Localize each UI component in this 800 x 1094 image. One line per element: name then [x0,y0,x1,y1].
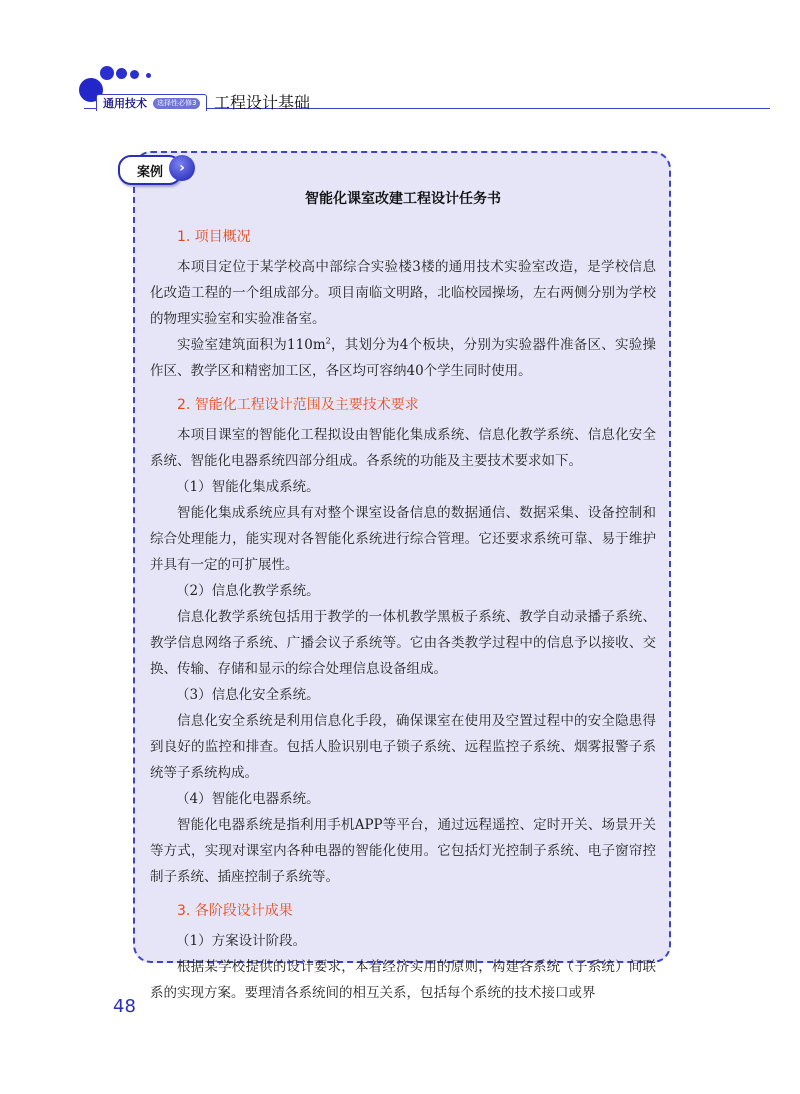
item-label: （1）智能化集成系统。 [176,479,320,495]
superscript: 2 [325,336,331,346]
decor-dot [100,66,114,80]
paragraph: 信息化安全系统是利用信息化手段，确保课室在使用及空置过程中的安全隐患得到良好的监控和排查。包括人脸识别电子锁子系统、远程监控子系统、烟雾报警子系统等子系统构成。 [150,713,656,781]
paragraph: 根据某学校提供的设计要求，本着经济实用的原则，构建各系统（子系统）间联系的实现方案。要理清各系统间的相互关系，包括每个系统的技术接口或界 [150,959,656,1001]
brand-label: 通用技术 [103,97,147,110]
item-label: （3）信息化安全系统。 [176,687,320,703]
document-title: 智能化课室改建工程设计任务书 [305,191,501,207]
decor-dot [116,68,127,79]
page-header [0,0,800,130]
item-label: （4）智能化电器系统。 [176,791,320,807]
paragraph: 智能化电器系统是指利用手机APP等平台，通过远程遥控、定时开关、场景开关等方式，实现对课室内各种电器的智能化使用。它包括灯光控制子系统、电子窗帘控制子系统、插座控制子系统等。 [150,817,656,885]
chevron-right-icon: › [169,155,195,181]
paragraph: 智能化集成系统应具有对整个课室设备信息的数据通信、数据采集、设备控制和综合处理能力，能实现对各智能化系统进行综合管理。它还要求系统可靠、易于维护并具有一定的可扩展性。 [150,505,656,573]
header-tab [96,94,207,111]
area-text-continued: ，其划分为4个板块，分别为实验器件准备区、实验操作区、教学区和精密加工区，各区均可容纳40个学生同时使用。 [150,337,656,379]
decor-dot [146,73,151,78]
case-content [150,184,656,1006]
section-heading: 1. 项目概况 [177,229,251,245]
paragraph: 信息化教学系统包括用于教学的一体机教学黑板子系统、教学自动录播子系统、教学信息网络子系统、广播会议子系统等。它由各类教学过程中的信息予以接收、交换、传输、存储和显示的综合处理信息设备组成。 [150,609,656,677]
subject-mark: 选择性必修3 [153,98,200,109]
paragraph: 本项目定位于某学校高中部综合实验楼3楼的通用技术实验室改造，是学校信息化改造工程的一个组成部分。项目南临文明路，北临校园操场，左右两侧分别为学校的物理实验室和实验准备室。 [150,259,656,327]
decor-dot [130,70,139,79]
book-title: 工程设计基础 [214,93,311,112]
paragraph [150,332,656,384]
item-label: （2）信息化教学系统。 [176,583,320,599]
case-tag: 案例 [118,155,182,185]
section-heading: 2. 智能化工程设计范围及主要技术要求 [177,397,419,413]
area-text: 实验室建筑面积为110m [177,337,326,353]
item-label: （1）方案设计阶段。 [176,933,307,949]
page-number: 48 [113,996,136,1017]
section-heading: 3. 各阶段设计成果 [177,903,293,919]
paragraph: 本项目课室的智能化工程拟设由智能化集成系统、信息化教学系统、信息化安全系统、智能化电器系统四部分组成。各系统的功能及主要技术要求如下。 [150,427,656,469]
